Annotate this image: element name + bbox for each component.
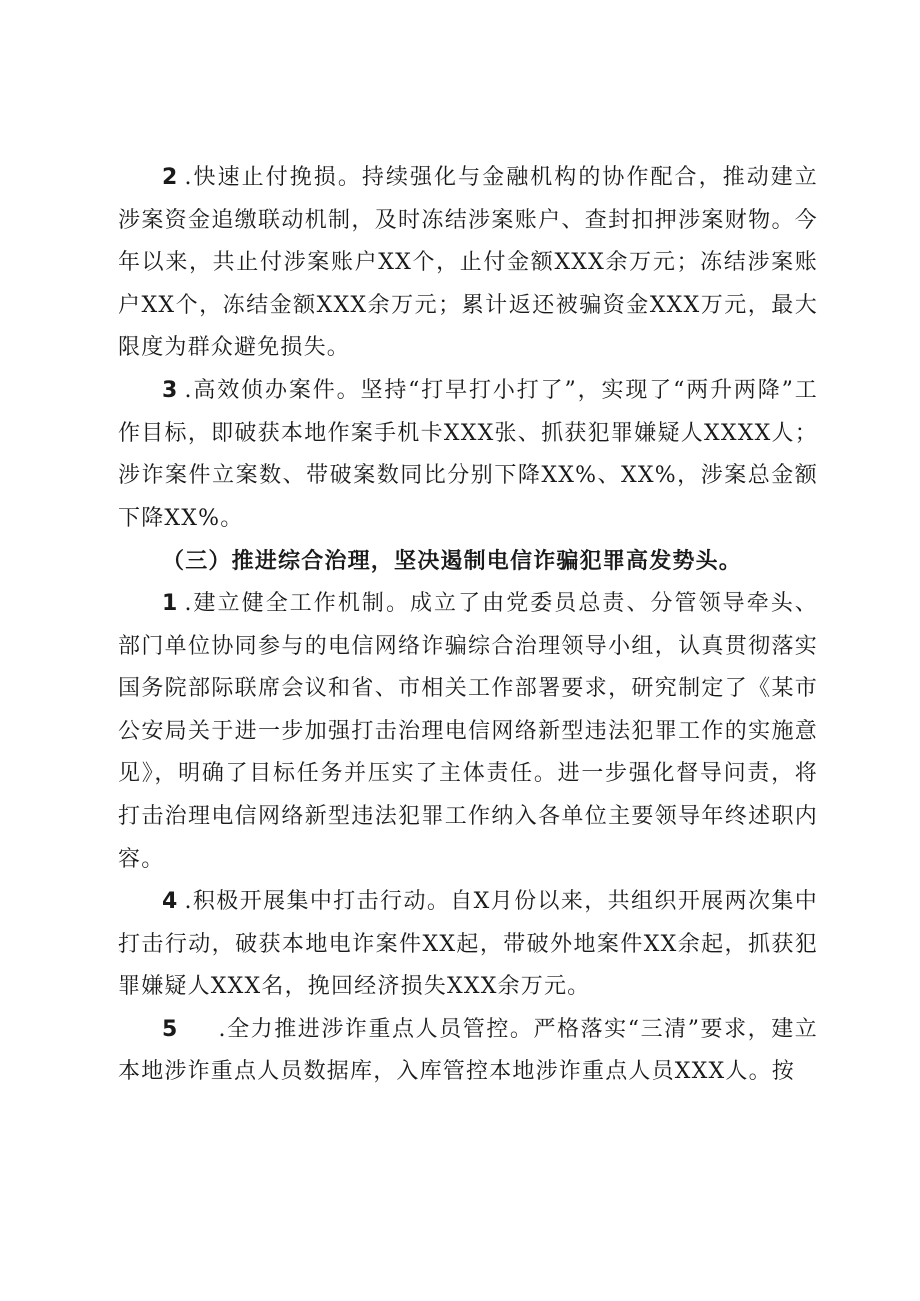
paragraph-number: 4	[162, 889, 179, 915]
paragraph-4-crackdown	[118, 881, 818, 1009]
paragraph-5-key-personnel	[118, 1009, 818, 1094]
section-heading: （三）推进综合治理，坚决遏制电信诈骗犯罪高发势头。	[162, 548, 743, 575]
paragraph-number: 1	[162, 590, 179, 616]
paragraph-text: .快速止付挽损。持续强化与金融机构的协作配合，推动建立涉案资金追缴联动机制，及时冻结涉案账户、查封扣押涉案财物。今年以来，共止付涉案账户XX个，止付金额XXX余万元；冻结涉案账户XX个，冻结金额XXX余万元；累计返还被骗资金XXX万元，最大限度为群众避免损失。	[118, 165, 818, 361]
paragraph-text: .建立健全工作机制。成立了由党委员总责、分管领导牵头、部门单位协同参与的电信网络诈骗综合治理领导小组，认真贯彻落实国务院部际联席会议和省、市相关工作部署要求，研究制定了《某市公安局关于进一步加强打击治理电信网络新型违法犯罪工作的实施意见》，明确了目标任务并压实了主体责任。进一步强化督导问责，将打击治理电信网络新型违法犯罪工作纳入各单位主要领导年终述职内容。	[118, 590, 818, 872]
paragraph-2-stop-payment	[118, 157, 818, 370]
document-body	[118, 157, 818, 1094]
paragraph-text: .高效侦办案件。坚持“打早打小打了”，实现了“两升两降”工作目标，即破获本地作案手机卡XXX张、抓获犯罪嫌疑人XXXX人；涉诈案件立案数、带破案数同比分别下降XX%、XX%，涉案总金额下降XX%。	[118, 377, 818, 531]
paragraph-3-case-handling	[118, 370, 818, 540]
paragraph-number: 5	[162, 1016, 179, 1042]
paragraph-text: .全力推进涉诈重点人员管控。严格落实“三清”要求，建立本地涉诈重点人员数据库，入库管控本地涉诈重点人员XXX人。按	[118, 1016, 818, 1085]
paragraph-text: .积极开展集中打击行动。自X月份以来，共组织开展两次集中打击行动，破获本地电诈案件XX起，带破外地案件XX余起，抓获犯罪嫌疑人XXX名，挽回经济损失XXX余万元。	[118, 889, 818, 1000]
paragraph-number: 2	[162, 165, 179, 190]
paragraph-1-work-mechanism	[118, 583, 818, 881]
paragraph-number: 3	[162, 377, 179, 403]
